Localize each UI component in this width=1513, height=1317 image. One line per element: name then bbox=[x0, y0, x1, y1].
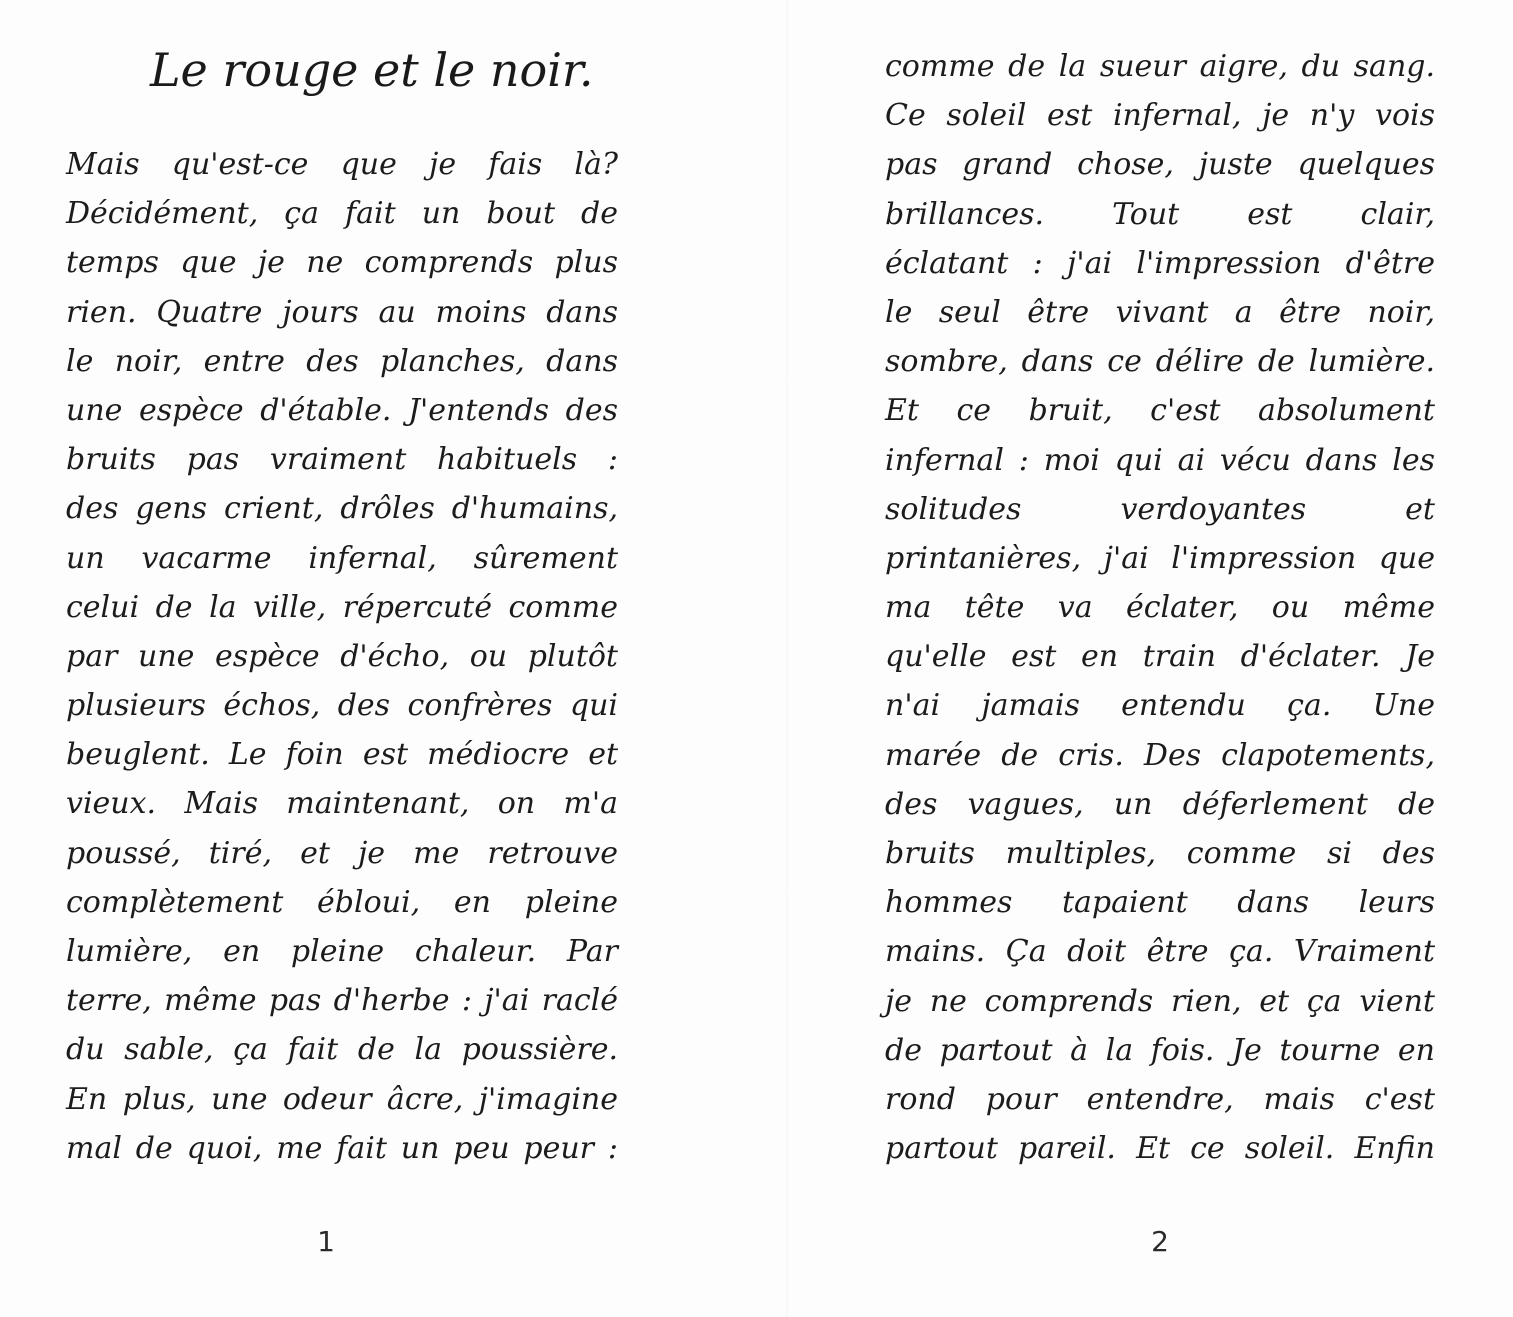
text-line: bruits pas vraiment habituels : bbox=[66, 442, 618, 478]
text-line: En plus, une odeur âcre, j'imagine bbox=[66, 1081, 618, 1117]
text-line: infernal : moi qui ai vécu dans les bbox=[885, 442, 1435, 478]
text-line: rien. Quatre jours au moins dans bbox=[66, 294, 618, 330]
text-line: bruits multiples, comme si des bbox=[885, 836, 1435, 871]
text-line: plusieurs échos, des confrères qui bbox=[66, 688, 618, 724]
text-line: partout pareil. Et ce soleil. Enfin bbox=[885, 1131, 1435, 1167]
text-line: je ne comprends rien, et ça vient bbox=[885, 983, 1435, 1019]
text-line: de partout à la fois. Je tourne en bbox=[885, 1032, 1435, 1068]
text-line: du sable, ça fait de la poussière. bbox=[66, 1032, 618, 1068]
text-line: Et ce bruit, c'est absolument bbox=[885, 393, 1435, 429]
right-page-text bbox=[885, 42, 1435, 1173]
text-line: printanières, j'ai l'impression que bbox=[885, 540, 1435, 576]
text-line: solitudes verdoyantes et bbox=[885, 491, 1435, 527]
text-line: qu'elle est en train d'éclater. Je bbox=[885, 639, 1435, 675]
text-line: mal de quoi, me fait un peu peur : bbox=[66, 1130, 618, 1166]
right-page bbox=[788, 0, 1513, 1317]
text-line: Ce soleil est infernal, je n'y vois bbox=[885, 98, 1435, 134]
text-line: vieux. Mais maintenant, on m'a bbox=[66, 786, 618, 822]
text-line: éclatant : j'ai l'impression d'être bbox=[885, 245, 1435, 281]
page-number: 1 bbox=[317, 1225, 335, 1258]
text-line: pas grand chose, juste quelques bbox=[885, 147, 1435, 183]
text-line: des gens crient, drôles d'humains, bbox=[66, 491, 618, 527]
text-line: le noir, entre des planches, dans bbox=[66, 343, 618, 379]
text-line: le seul être vivant a être noir, bbox=[885, 294, 1435, 330]
page-title: Le rouge et le noir. bbox=[150, 43, 594, 97]
text-line: poussé, tiré, et je me retrouve bbox=[66, 835, 618, 871]
text-line: marée de cris. Des clapotements, bbox=[885, 737, 1435, 773]
text-line: Mais qu'est-ce que je fais là? bbox=[66, 147, 618, 182]
text-line: ma tête va éclater, ou même bbox=[885, 590, 1435, 626]
page-number: 2 bbox=[1151, 1225, 1169, 1258]
text-line: par une espèce d'écho, ou plutôt bbox=[66, 638, 618, 674]
text-line: des vagues, un déferlement de bbox=[885, 786, 1435, 822]
text-line: n'ai jamais entendu ça. Une bbox=[885, 688, 1435, 724]
left-page-text bbox=[66, 140, 618, 1173]
text-line: beuglent. Le foin est médiocre et bbox=[66, 737, 618, 773]
text-line: celui de la ville, répercuté comme bbox=[66, 589, 618, 625]
text-line: complètement ébloui, en pleine bbox=[66, 884, 618, 920]
text-line: une espèce d'étable. J'entends des bbox=[66, 392, 618, 428]
text-line: comme de la sueur aigre, du sang. bbox=[885, 49, 1435, 84]
text-line: Décidément, ça fait un bout de bbox=[66, 196, 618, 232]
text-line: mains. Ça doit être ça. Vraiment bbox=[885, 934, 1435, 970]
text-line: lumière, en pleine chaleur. Par bbox=[66, 934, 618, 969]
text-line: temps que je ne comprends plus bbox=[66, 245, 618, 281]
text-line: hommes tapaient dans leurs bbox=[885, 885, 1435, 921]
text-line: sombre, dans ce délire de lumière. bbox=[885, 344, 1435, 380]
text-line: rond pour entendre, mais c'est bbox=[885, 1081, 1435, 1117]
text-line: brillances. Tout est clair, bbox=[885, 196, 1435, 232]
text-line: terre, même pas d'herbe : j'ai raclé bbox=[66, 983, 618, 1019]
text-line: un vacarme infernal, sûrement bbox=[66, 540, 618, 576]
